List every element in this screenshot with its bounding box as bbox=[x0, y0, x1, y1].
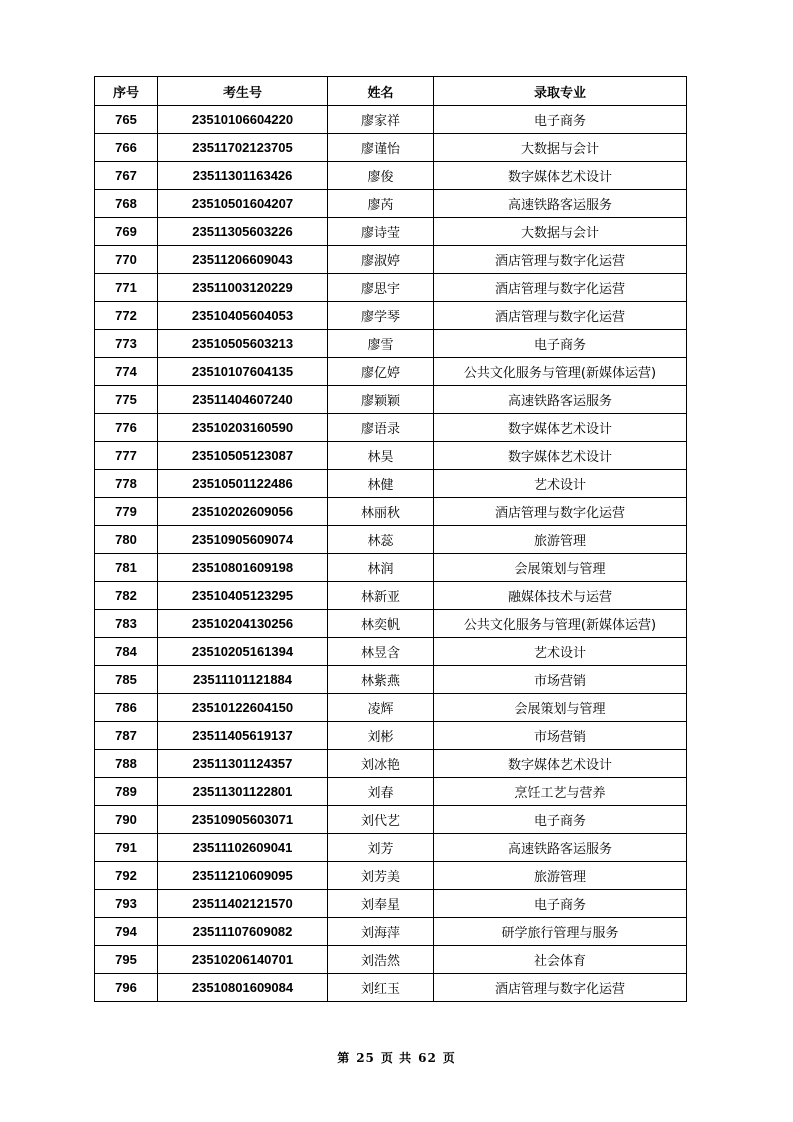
table-row bbox=[95, 722, 687, 750]
row-major: 研学旅行管理与服务 bbox=[434, 918, 687, 946]
row-name: 刘春 bbox=[328, 778, 434, 806]
row-seq: 771 bbox=[95, 274, 158, 302]
row-major: 烹饪工艺与营养 bbox=[434, 778, 687, 806]
table-row bbox=[95, 750, 687, 778]
row-seq: 791 bbox=[95, 834, 158, 862]
row-seq: 772 bbox=[95, 302, 158, 330]
row-seq: 773 bbox=[95, 330, 158, 358]
row-exam-id: 23511107609082 bbox=[158, 918, 328, 946]
footer-prefix: 第 bbox=[337, 1051, 351, 1065]
row-name: 廖诗莹 bbox=[328, 218, 434, 246]
row-seq: 767 bbox=[95, 162, 158, 190]
row-exam-id: 23511003120229 bbox=[158, 274, 328, 302]
header-name: 姓名 bbox=[328, 77, 434, 106]
table-row bbox=[95, 778, 687, 806]
row-major: 数字媒体艺术设计 bbox=[434, 750, 687, 778]
row-exam-id: 23511702123705 bbox=[158, 134, 328, 162]
row-seq: 770 bbox=[95, 246, 158, 274]
table-row bbox=[95, 862, 687, 890]
row-name: 刘奉星 bbox=[328, 890, 434, 918]
row-name: 林奕帆 bbox=[328, 610, 434, 638]
row-major: 艺术设计 bbox=[434, 638, 687, 666]
footer-total-pages: 62 bbox=[418, 1051, 437, 1065]
row-name: 林丽秋 bbox=[328, 498, 434, 526]
row-name: 林昱含 bbox=[328, 638, 434, 666]
row-exam-id: 23510801609198 bbox=[158, 554, 328, 582]
row-major: 融媒体技术与运营 bbox=[434, 582, 687, 610]
row-seq: 766 bbox=[95, 134, 158, 162]
row-exam-id: 23510122604150 bbox=[158, 694, 328, 722]
row-seq: 775 bbox=[95, 386, 158, 414]
row-exam-id: 23511301163426 bbox=[158, 162, 328, 190]
row-name: 廖芮 bbox=[328, 190, 434, 218]
table-row bbox=[95, 246, 687, 274]
row-exam-id: 23510203160590 bbox=[158, 414, 328, 442]
row-major: 电子商务 bbox=[434, 806, 687, 834]
row-exam-id: 23510905609074 bbox=[158, 526, 328, 554]
row-name: 刘芳 bbox=[328, 834, 434, 862]
table-row bbox=[95, 274, 687, 302]
row-name: 林新亚 bbox=[328, 582, 434, 610]
row-exam-id: 23510206140701 bbox=[158, 946, 328, 974]
header-seq: 序号 bbox=[95, 77, 158, 106]
row-name: 廖学琴 bbox=[328, 302, 434, 330]
row-seq: 786 bbox=[95, 694, 158, 722]
row-exam-id: 23511301122801 bbox=[158, 778, 328, 806]
table-row bbox=[95, 890, 687, 918]
row-seq: 795 bbox=[95, 946, 158, 974]
row-name: 刘浩然 bbox=[328, 946, 434, 974]
row-major: 市场营销 bbox=[434, 666, 687, 694]
row-exam-id: 23511404607240 bbox=[158, 386, 328, 414]
table-row bbox=[95, 834, 687, 862]
header-exam-id: 考生号 bbox=[158, 77, 328, 106]
row-name: 廖雪 bbox=[328, 330, 434, 358]
row-major: 电子商务 bbox=[434, 106, 687, 134]
row-exam-id: 23511301124357 bbox=[158, 750, 328, 778]
row-name: 廖淑婷 bbox=[328, 246, 434, 274]
row-major: 酒店管理与数字化运营 bbox=[434, 246, 687, 274]
row-seq: 781 bbox=[95, 554, 158, 582]
row-name: 林润 bbox=[328, 554, 434, 582]
table-row bbox=[95, 162, 687, 190]
row-seq: 783 bbox=[95, 610, 158, 638]
table-row bbox=[95, 134, 687, 162]
row-exam-id: 23511305603226 bbox=[158, 218, 328, 246]
row-major: 数字媒体艺术设计 bbox=[434, 162, 687, 190]
row-name: 刘海萍 bbox=[328, 918, 434, 946]
row-exam-id: 23511206609043 bbox=[158, 246, 328, 274]
row-seq: 769 bbox=[95, 218, 158, 246]
row-exam-id: 23510405604053 bbox=[158, 302, 328, 330]
row-seq: 778 bbox=[95, 470, 158, 498]
row-seq: 782 bbox=[95, 582, 158, 610]
row-exam-id: 23510106604220 bbox=[158, 106, 328, 134]
row-exam-id: 23510505603213 bbox=[158, 330, 328, 358]
row-seq: 777 bbox=[95, 442, 158, 470]
row-name: 廖语录 bbox=[328, 414, 434, 442]
header-major: 录取专业 bbox=[434, 77, 687, 106]
page-footer bbox=[0, 1049, 793, 1066]
table-row bbox=[95, 470, 687, 498]
table-row bbox=[95, 554, 687, 582]
row-major: 艺术设计 bbox=[434, 470, 687, 498]
row-major: 大数据与会计 bbox=[434, 218, 687, 246]
row-name: 刘冰艳 bbox=[328, 750, 434, 778]
row-name: 林昊 bbox=[328, 442, 434, 470]
row-exam-id: 23510905603071 bbox=[158, 806, 328, 834]
row-exam-id: 23510405123295 bbox=[158, 582, 328, 610]
row-seq: 768 bbox=[95, 190, 158, 218]
row-seq: 790 bbox=[95, 806, 158, 834]
row-seq: 779 bbox=[95, 498, 158, 526]
row-exam-id: 23510202609056 bbox=[158, 498, 328, 526]
footer-suffix: 页 bbox=[442, 1051, 456, 1065]
row-exam-id: 23511101121884 bbox=[158, 666, 328, 694]
row-name: 廖亿婷 bbox=[328, 358, 434, 386]
row-seq: 794 bbox=[95, 918, 158, 946]
row-seq: 774 bbox=[95, 358, 158, 386]
row-major: 酒店管理与数字化运营 bbox=[434, 498, 687, 526]
row-exam-id: 23510205161394 bbox=[158, 638, 328, 666]
row-major: 公共文化服务与管理(新媒体运营) bbox=[434, 358, 687, 386]
table-row bbox=[95, 806, 687, 834]
table-row bbox=[95, 414, 687, 442]
table-row bbox=[95, 358, 687, 386]
row-seq: 789 bbox=[95, 778, 158, 806]
table-row bbox=[95, 498, 687, 526]
row-name: 廖思宇 bbox=[328, 274, 434, 302]
table-row bbox=[95, 582, 687, 610]
row-exam-id: 23510505123087 bbox=[158, 442, 328, 470]
row-major: 旅游管理 bbox=[434, 526, 687, 554]
row-major: 酒店管理与数字化运营 bbox=[434, 302, 687, 330]
row-exam-id: 23510107604135 bbox=[158, 358, 328, 386]
row-seq: 780 bbox=[95, 526, 158, 554]
row-exam-id: 23511210609095 bbox=[158, 862, 328, 890]
table-row bbox=[95, 974, 687, 1002]
row-exam-id: 23511405619137 bbox=[158, 722, 328, 750]
row-name: 林蕊 bbox=[328, 526, 434, 554]
table-row bbox=[95, 302, 687, 330]
row-exam-id: 23510801609084 bbox=[158, 974, 328, 1002]
table-row bbox=[95, 526, 687, 554]
row-name: 凌辉 bbox=[328, 694, 434, 722]
row-major: 社会体育 bbox=[434, 946, 687, 974]
row-major: 酒店管理与数字化运营 bbox=[434, 274, 687, 302]
row-seq: 785 bbox=[95, 666, 158, 694]
row-major: 会展策划与管理 bbox=[434, 694, 687, 722]
row-seq: 792 bbox=[95, 862, 158, 890]
row-name: 廖俊 bbox=[328, 162, 434, 190]
row-major: 高速铁路客运服务 bbox=[434, 834, 687, 862]
table-row bbox=[95, 190, 687, 218]
row-major: 大数据与会计 bbox=[434, 134, 687, 162]
row-major: 公共文化服务与管理(新媒体运营) bbox=[434, 610, 687, 638]
row-exam-id: 23511402121570 bbox=[158, 890, 328, 918]
row-name: 林健 bbox=[328, 470, 434, 498]
row-exam-id: 23511102609041 bbox=[158, 834, 328, 862]
table-row bbox=[95, 442, 687, 470]
row-major: 会展策划与管理 bbox=[434, 554, 687, 582]
row-name: 刘代艺 bbox=[328, 806, 434, 834]
row-seq: 765 bbox=[95, 106, 158, 134]
admission-table bbox=[94, 76, 687, 1002]
row-exam-id: 23510501604207 bbox=[158, 190, 328, 218]
row-major: 酒店管理与数字化运营 bbox=[434, 974, 687, 1002]
table-row bbox=[95, 666, 687, 694]
row-seq: 796 bbox=[95, 974, 158, 1002]
row-name: 林紫燕 bbox=[328, 666, 434, 694]
row-name: 刘彬 bbox=[328, 722, 434, 750]
row-exam-id: 23510501122486 bbox=[158, 470, 328, 498]
table-row bbox=[95, 918, 687, 946]
table-row bbox=[95, 610, 687, 638]
row-major: 电子商务 bbox=[434, 890, 687, 918]
row-major: 旅游管理 bbox=[434, 862, 687, 890]
table-row bbox=[95, 946, 687, 974]
row-major: 市场营销 bbox=[434, 722, 687, 750]
row-seq: 787 bbox=[95, 722, 158, 750]
row-seq: 793 bbox=[95, 890, 158, 918]
row-seq: 784 bbox=[95, 638, 158, 666]
row-seq: 776 bbox=[95, 414, 158, 442]
row-name: 廖家祥 bbox=[328, 106, 434, 134]
row-major: 电子商务 bbox=[434, 330, 687, 358]
row-name: 廖颖颖 bbox=[328, 386, 434, 414]
row-major: 数字媒体艺术设计 bbox=[434, 442, 687, 470]
table-row bbox=[95, 694, 687, 722]
row-major: 高速铁路客运服务 bbox=[434, 190, 687, 218]
row-major: 数字媒体艺术设计 bbox=[434, 414, 687, 442]
table-header-row bbox=[95, 77, 687, 106]
row-exam-id: 23510204130256 bbox=[158, 610, 328, 638]
footer-middle: 页 共 bbox=[380, 1051, 413, 1065]
table-row bbox=[95, 386, 687, 414]
table-row bbox=[95, 106, 687, 134]
footer-page-number: 25 bbox=[356, 1051, 375, 1065]
row-major: 高速铁路客运服务 bbox=[434, 386, 687, 414]
row-seq: 788 bbox=[95, 750, 158, 778]
table-row bbox=[95, 638, 687, 666]
table-row bbox=[95, 218, 687, 246]
table-row bbox=[95, 330, 687, 358]
row-name: 刘红玉 bbox=[328, 974, 434, 1002]
row-name: 廖谨怡 bbox=[328, 134, 434, 162]
row-name: 刘芳美 bbox=[328, 862, 434, 890]
